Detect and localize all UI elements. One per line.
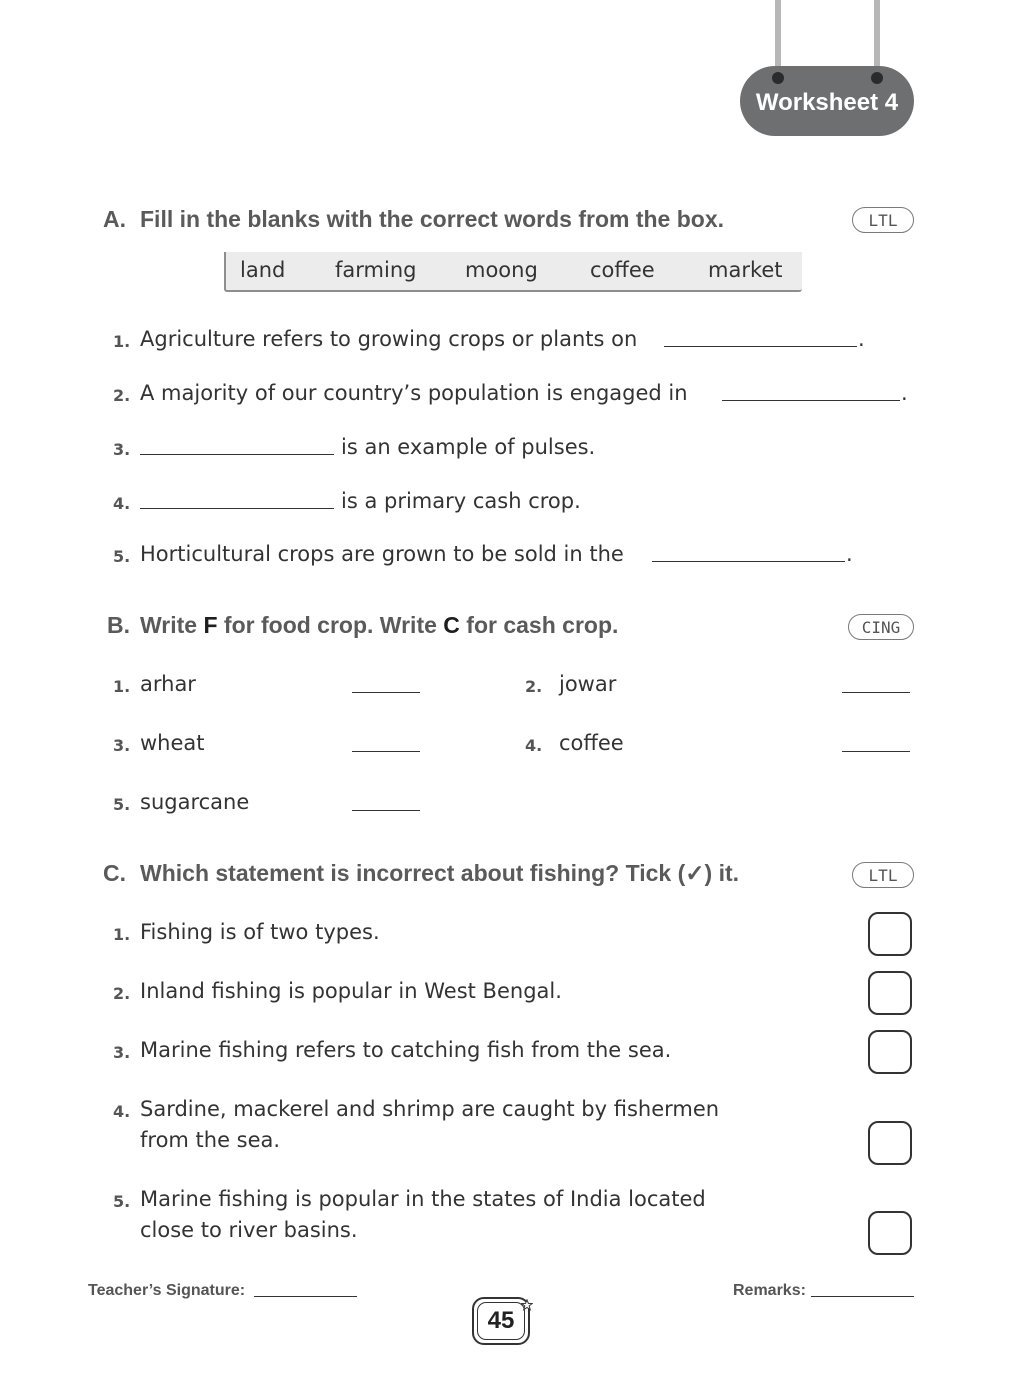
statement-text: Sardine, mackerel and shrimp are caught by fishermen: [140, 1097, 720, 1121]
answer-blank[interactable]: [140, 508, 334, 509]
answer-blank[interactable]: [652, 561, 845, 562]
question-text: A majority of our country’s population is engaged in: [140, 381, 688, 405]
remarks-label: Remarks:: [733, 1282, 806, 1299]
word-box-item: market: [708, 258, 783, 282]
answer-blank[interactable]: [352, 751, 420, 752]
section-a-title: Fill in the blanks with the correct words from the box.: [140, 206, 725, 232]
pin-left: [772, 72, 784, 84]
answer-blank[interactable]: [664, 346, 857, 347]
section-a-letter: A.: [103, 206, 126, 232]
section-c-badge: LTL: [852, 862, 914, 888]
answer-blank[interactable]: [842, 692, 910, 693]
answer-blank[interactable]: [722, 400, 900, 401]
statement-text: Marine fishing refers to catching fish from the sea.: [140, 1038, 672, 1062]
statement-text: Fishing is of two types.: [140, 920, 380, 944]
question-number: 5.: [113, 547, 131, 566]
question-text: Horticultural crops are grown to be sold in the: [140, 542, 624, 566]
answer-blank[interactable]: [352, 810, 420, 811]
crop-name: arhar: [140, 672, 196, 696]
pin-right: [871, 72, 883, 84]
question-text-end: .: [901, 381, 908, 405]
answer-blank[interactable]: [842, 751, 910, 752]
word-box-item: land: [240, 258, 286, 282]
food-crop-letter: F: [203, 612, 218, 638]
cash-crop-letter: C: [443, 612, 460, 638]
statement-text-line2: close to river basins.: [140, 1218, 358, 1242]
answer-blank[interactable]: [140, 454, 334, 455]
tick-checkbox[interactable]: [868, 1211, 912, 1255]
crop-name: wheat: [140, 731, 205, 755]
question-text-end: .: [846, 542, 853, 566]
section-c-letter: C.: [103, 860, 126, 886]
page-number: 45: [487, 1307, 515, 1334]
tick-checkbox[interactable]: [868, 1121, 912, 1165]
crop-name: coffee: [559, 731, 624, 755]
star-icon: [521, 1299, 533, 1311]
tick-checkbox[interactable]: [868, 912, 912, 956]
tick-checkbox[interactable]: [868, 1030, 912, 1074]
question-text: Agriculture refers to growing crops or plants on: [140, 327, 638, 351]
statement-text-line2: from the sea.: [140, 1128, 281, 1152]
word-box-item: moong: [465, 258, 538, 282]
teacher-signature-label: Teacher’s Signature:: [88, 1282, 246, 1299]
crop-name: sugarcane: [140, 790, 250, 814]
item-number: 1.: [113, 677, 131, 696]
section-c-title: Which statement is incorrect about fishing? Tick (✓) it.: [140, 860, 740, 886]
crop-name: jowar: [559, 672, 617, 696]
question-number: 3.: [113, 440, 131, 459]
statement-number: 4.: [113, 1102, 131, 1121]
statement-text: Inland fishing is popular in West Bengal.: [140, 979, 562, 1003]
question-text: is a primary cash crop.: [341, 489, 581, 513]
statement-text: Marine fishing is popular in the states of India located: [140, 1187, 706, 1211]
item-number: 4.: [525, 736, 543, 755]
word-box-item: farming: [335, 258, 417, 282]
section-b-badge: CING: [848, 614, 914, 640]
question-number: 4.: [113, 494, 131, 513]
section-b-letter: B.: [107, 612, 130, 638]
item-number: 5.: [113, 795, 131, 814]
statement-number: 1.: [113, 925, 131, 944]
question-number: 1.: [113, 332, 131, 351]
statement-number: 3.: [113, 1043, 131, 1062]
item-number: 3.: [113, 736, 131, 755]
question-text-end: .: [858, 327, 865, 351]
worksheet-tag: Worksheet 4: [740, 66, 914, 136]
statement-number: 5.: [113, 1192, 131, 1211]
word-box-item: coffee: [590, 258, 655, 282]
section-a-badge: LTL: [852, 207, 914, 233]
section-b-title: Write F for food crop. Write C for cash crop.: [140, 612, 619, 638]
tick-checkbox[interactable]: [868, 971, 912, 1015]
question-number: 2.: [113, 386, 131, 405]
remarks-line[interactable]: [811, 1296, 914, 1297]
statement-number: 2.: [113, 984, 131, 1003]
teacher-signature-line[interactable]: [254, 1296, 357, 1297]
question-text: is an example of pulses.: [341, 435, 596, 459]
answer-blank[interactable]: [352, 692, 420, 693]
item-number: 2.: [525, 677, 543, 696]
